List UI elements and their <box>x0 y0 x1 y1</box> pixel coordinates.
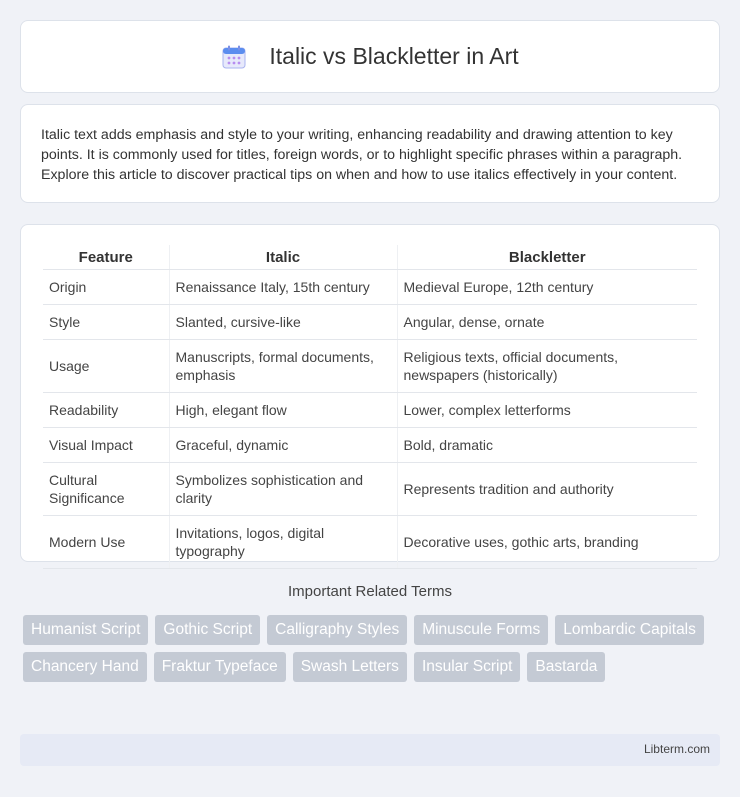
related-term-tag[interactable]: Fraktur Typeface <box>154 652 286 682</box>
related-term-tag[interactable]: Lombardic Capitals <box>555 615 704 645</box>
table-row <box>43 463 697 516</box>
table-cell: Style <box>43 305 169 340</box>
table-cell: Slanted, cursive-like <box>169 305 397 340</box>
related-term-tag[interactable]: Bastarda <box>527 652 605 682</box>
table-cell: Angular, dense, ornate <box>397 305 697 340</box>
footer <box>20 734 720 766</box>
table-cell: High, elegant flow <box>169 393 397 428</box>
table-row <box>43 393 697 428</box>
related-term-tag[interactable]: Gothic Script <box>155 615 260 645</box>
table-row <box>43 516 697 569</box>
intro-card <box>20 104 720 203</box>
table-cell: Religious texts, official documents, newspapers (historically) <box>397 340 697 393</box>
table-cell: Lower, complex letterforms <box>397 393 697 428</box>
table-cell: Visual Impact <box>43 428 169 463</box>
header-card <box>20 20 720 93</box>
table-cell: Medieval Europe, 12th century <box>397 270 697 305</box>
page-title: Italic vs Blackletter in Art <box>269 43 519 69</box>
table-cell: Renaissance Italy, 15th century <box>169 270 397 305</box>
related-term-tag[interactable]: Calligraphy Styles <box>267 615 407 645</box>
table-cell: Origin <box>43 270 169 305</box>
related-term-tag[interactable]: Humanist Script <box>23 615 148 645</box>
table-cell: Symbolizes sophistication and clarity <box>169 463 397 516</box>
table-row <box>43 305 697 340</box>
comparison-table <box>43 245 697 569</box>
footer-brand[interactable]: Libterm.com <box>643 742 710 756</box>
comparison-table-card <box>20 224 720 562</box>
table-header-row <box>43 245 697 270</box>
table-cell: Decorative uses, gothic arts, branding <box>397 516 697 569</box>
related-terms-list <box>23 615 723 682</box>
table-row <box>43 428 697 463</box>
table-cell: Readability <box>43 393 169 428</box>
related-term-tag[interactable]: Chancery Hand <box>23 652 147 682</box>
table-cell: Manuscripts, formal documents, emphasis <box>169 340 397 393</box>
table-cell: Invitations, logos, digital typography <box>169 516 397 569</box>
column-header-italic: Italic <box>169 245 397 270</box>
calendar-icon <box>221 44 247 70</box>
table-cell: Graceful, dynamic <box>169 428 397 463</box>
column-header-blackletter: Blackletter <box>397 245 697 270</box>
related-terms-title: Important Related Terms <box>288 583 452 600</box>
related-term-tag[interactable]: Insular Script <box>414 652 520 682</box>
related-term-tag[interactable]: Swash Letters <box>293 652 407 682</box>
table-cell: Represents tradition and authority <box>397 463 697 516</box>
table-row <box>43 340 697 393</box>
table-cell: Cultural Significance <box>43 463 169 516</box>
table-cell: Bold, dramatic <box>397 428 697 463</box>
related-term-tag[interactable]: Minuscule Forms <box>414 615 548 645</box>
table-row <box>43 270 697 305</box>
table-cell: Modern Use <box>43 516 169 569</box>
intro-text: Italic text adds emphasis and style to your writing, enhancing readability and drawing attention to key points. It is commonly used for titles, foreign words, or to highlight specific phrases within a paragraph. Explore this article to discover practical tips on when and how to use italics effectively in your content. <box>41 127 683 183</box>
table-cell: Usage <box>43 340 169 393</box>
column-header-feature: Feature <box>43 245 169 270</box>
